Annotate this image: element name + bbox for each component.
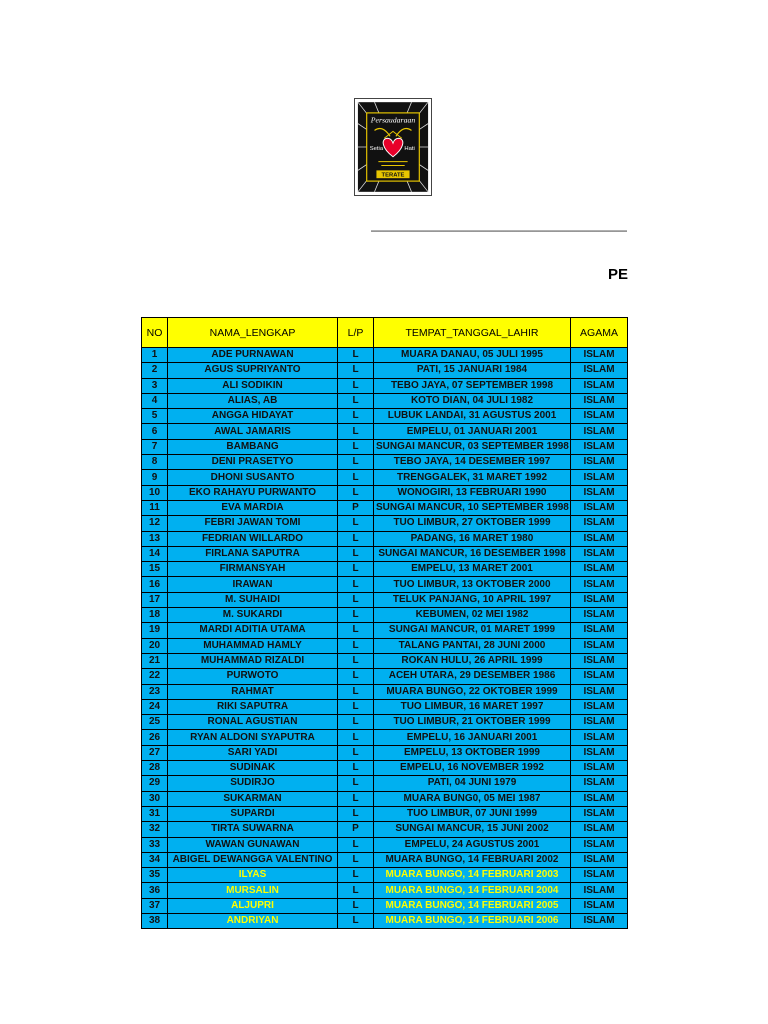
cell-tempat-tanggal-lahir: EMPELU, 16 JANUARI 2001 <box>374 730 571 745</box>
cell-nama-lengkap: RIKI SAPUTRA <box>168 699 338 714</box>
cell-nama-lengkap: MUHAMMAD HAMLY <box>168 638 338 653</box>
cell-lp: L <box>338 852 374 867</box>
cell-nama-lengkap: TIRTA SUWARNA <box>168 822 338 837</box>
cell-nama-lengkap: MURSALIN <box>168 883 338 898</box>
cell-lp: L <box>338 623 374 638</box>
cell-nama-lengkap: EKO RAHAYU PURWANTO <box>168 485 338 500</box>
cell-no: 20 <box>142 638 168 653</box>
cell-tempat-tanggal-lahir: EMPELU, 24 AGUSTUS 2001 <box>374 837 571 852</box>
cell-tempat-tanggal-lahir: MUARA BUNGO, 14 FEBRUARI 2002 <box>374 852 571 867</box>
cell-agama: ISLAM <box>571 348 628 363</box>
cell-tempat-tanggal-lahir: MUARA BUNG0, 05 MEI 1987 <box>374 791 571 806</box>
cell-nama-lengkap: FIRLANA SAPUTRA <box>168 546 338 561</box>
cell-lp: L <box>338 806 374 821</box>
cell-tempat-tanggal-lahir: TEBO JAYA, 07 SEPTEMBER 1998 <box>374 378 571 393</box>
setia-hati-emblem-icon <box>355 99 431 195</box>
column-header-no: NO <box>142 318 168 348</box>
cell-nama-lengkap: DHONI SUSANTO <box>168 470 338 485</box>
cell-tempat-tanggal-lahir: LUBUK LANDAI, 31 AGUSTUS 2001 <box>374 409 571 424</box>
cell-no: 25 <box>142 715 168 730</box>
cell-nama-lengkap: RONAL AGUSTIAN <box>168 715 338 730</box>
cell-agama: ISLAM <box>571 409 628 424</box>
cell-tempat-tanggal-lahir: TUO LIMBUR, 16 MARET 1997 <box>374 699 571 714</box>
cell-nama-lengkap: SARI YADI <box>168 745 338 760</box>
cell-lp: L <box>338 470 374 485</box>
cell-lp: L <box>338 363 374 378</box>
table-row <box>142 883 628 898</box>
cell-lp: L <box>338 653 374 668</box>
cell-nama-lengkap: FIRMANSYAH <box>168 562 338 577</box>
cell-nama-lengkap: M. SUHAIDI <box>168 592 338 607</box>
cell-lp: L <box>338 913 374 928</box>
cell-agama: ISLAM <box>571 776 628 791</box>
cell-nama-lengkap: ABIGEL DEWANGGA VALENTINO <box>168 852 338 867</box>
cell-tempat-tanggal-lahir: SUNGAI MANCUR, 15 JUNI 2002 <box>374 822 571 837</box>
cell-lp: L <box>338 393 374 408</box>
cell-nama-lengkap: FEBRI JAWAN TOMI <box>168 516 338 531</box>
cell-agama: ISLAM <box>571 424 628 439</box>
cell-agama: ISLAM <box>571 516 628 531</box>
table-row <box>142 699 628 714</box>
table-row <box>142 638 628 653</box>
cell-no: 9 <box>142 470 168 485</box>
cell-no: 36 <box>142 883 168 898</box>
cell-no: 3 <box>142 378 168 393</box>
logo-text-top: Persaudaraan <box>370 115 416 125</box>
cell-nama-lengkap: ANGGA HIDAYAT <box>168 409 338 424</box>
cell-agama: ISLAM <box>571 378 628 393</box>
cell-nama-lengkap: BAMBANG <box>168 439 338 454</box>
cell-tempat-tanggal-lahir: SUNGAI MANCUR, 10 SEPTEMBER 1998 <box>374 500 571 515</box>
table-row <box>142 393 628 408</box>
cell-nama-lengkap: ALIAS, AB <box>168 393 338 408</box>
cell-lp: L <box>338 791 374 806</box>
cell-tempat-tanggal-lahir: EMPELU, 13 MARET 2001 <box>374 562 571 577</box>
cell-lp: L <box>338 378 374 393</box>
cell-no: 17 <box>142 592 168 607</box>
column-header-nama-lengkap: NAMA_LENGKAP <box>168 318 338 348</box>
cell-no: 18 <box>142 608 168 623</box>
cell-nama-lengkap: SUDIRJO <box>168 776 338 791</box>
cell-tempat-tanggal-lahir: ACEH UTARA, 29 DESEMBER 1986 <box>374 669 571 684</box>
cell-tempat-tanggal-lahir: PATI, 04 JUNI 1979 <box>374 776 571 791</box>
cell-agama: ISLAM <box>571 546 628 561</box>
cell-nama-lengkap: FEDRIAN WILLARDO <box>168 531 338 546</box>
cell-no: 29 <box>142 776 168 791</box>
cell-lp: L <box>338 761 374 776</box>
table-row <box>142 623 628 638</box>
cell-no: 33 <box>142 837 168 852</box>
table-row <box>142 363 628 378</box>
cell-no: 16 <box>142 577 168 592</box>
logo-text-left: Setia <box>369 145 384 152</box>
cell-nama-lengkap: EVA MARDIA <box>168 500 338 515</box>
cell-tempat-tanggal-lahir: SUNGAI MANCUR, 01 MARET 1999 <box>374 623 571 638</box>
cell-nama-lengkap: ILYAS <box>168 868 338 883</box>
cell-nama-lengkap: WAWAN GUNAWAN <box>168 837 338 852</box>
table-row <box>142 791 628 806</box>
cell-agama: ISLAM <box>571 822 628 837</box>
cell-tempat-tanggal-lahir: PADANG, 16 MARET 1980 <box>374 531 571 546</box>
cell-lp: P <box>338 822 374 837</box>
cell-no: 5 <box>142 409 168 424</box>
cell-tempat-tanggal-lahir: TUO LIMBUR, 13 OKTOBER 2000 <box>374 577 571 592</box>
cell-tempat-tanggal-lahir: MUARA BUNGO, 14 FEBRUARI 2004 <box>374 883 571 898</box>
cell-nama-lengkap: MUHAMMAD RIZALDI <box>168 653 338 668</box>
cell-agama: ISLAM <box>571 898 628 913</box>
cell-tempat-tanggal-lahir: MUARA BUNGO, 14 FEBRUARI 2006 <box>374 913 571 928</box>
cell-no: 27 <box>142 745 168 760</box>
cell-agama: ISLAM <box>571 806 628 821</box>
cell-lp: L <box>338 592 374 607</box>
table-row <box>142 822 628 837</box>
column-header-lp: L/P <box>338 318 374 348</box>
cell-tempat-tanggal-lahir: MUARA BUNGO, 14 FEBRUARI 2003 <box>374 868 571 883</box>
cell-nama-lengkap: ALI SODIKIN <box>168 378 338 393</box>
cell-tempat-tanggal-lahir: MUARA BUNGO, 14 FEBRUARI 2005 <box>374 898 571 913</box>
cell-tempat-tanggal-lahir: TALANG PANTAI, 28 JUNI 2000 <box>374 638 571 653</box>
cell-no: 34 <box>142 852 168 867</box>
cell-lp: L <box>338 348 374 363</box>
cell-lp: L <box>338 409 374 424</box>
cell-agama: ISLAM <box>571 592 628 607</box>
cell-nama-lengkap: PURWOTO <box>168 669 338 684</box>
cell-no: 15 <box>142 562 168 577</box>
table-row <box>142 898 628 913</box>
table-row <box>142 485 628 500</box>
table-row <box>142 608 628 623</box>
table-row <box>142 761 628 776</box>
table-header-row <box>142 318 628 348</box>
cell-tempat-tanggal-lahir: TUO LIMBUR, 21 OKTOBER 1999 <box>374 715 571 730</box>
cell-agama: ISLAM <box>571 653 628 668</box>
cell-tempat-tanggal-lahir: TUO LIMBUR, 07 JUNI 1999 <box>374 806 571 821</box>
cell-agama: ISLAM <box>571 913 628 928</box>
cell-tempat-tanggal-lahir: SUNGAI MANCUR, 03 SEPTEMBER 1998 <box>374 439 571 454</box>
cell-lp: L <box>338 577 374 592</box>
cell-agama: ISLAM <box>571 363 628 378</box>
table-row <box>142 776 628 791</box>
table-row <box>142 531 628 546</box>
column-header-tempat-tanggal-lahir: TEMPAT_TANGGAL_LAHIR <box>374 318 571 348</box>
logo-text-right: Hati <box>404 145 415 152</box>
cell-tempat-tanggal-lahir: EMPELU, 16 NOVEMBER 1992 <box>374 761 571 776</box>
cell-no: 30 <box>142 791 168 806</box>
cell-nama-lengkap: AWAL JAMARIS <box>168 424 338 439</box>
table-row <box>142 409 628 424</box>
cell-agama: ISLAM <box>571 745 628 760</box>
cell-agama: ISLAM <box>571 455 628 470</box>
cell-agama: ISLAM <box>571 577 628 592</box>
cell-nama-lengkap: SUDINAK <box>168 761 338 776</box>
cell-lp: L <box>338 868 374 883</box>
cell-tempat-tanggal-lahir: KEBUMEN, 02 MEI 1982 <box>374 608 571 623</box>
cell-lp: L <box>338 837 374 852</box>
cell-agama: ISLAM <box>571 393 628 408</box>
table-row <box>142 470 628 485</box>
cell-tempat-tanggal-lahir: SUNGAI MANCUR, 16 DESEMBER 1998 <box>374 546 571 561</box>
cell-lp: P <box>338 500 374 515</box>
cell-no: 37 <box>142 898 168 913</box>
cell-tempat-tanggal-lahir: TRENGGALEK, 31 MARET 1992 <box>374 470 571 485</box>
cell-no: 13 <box>142 531 168 546</box>
cell-agama: ISLAM <box>571 699 628 714</box>
cell-lp: L <box>338 531 374 546</box>
table-row <box>142 653 628 668</box>
cell-tempat-tanggal-lahir: PATI, 15 JANUARI 1984 <box>374 363 571 378</box>
cell-agama: ISLAM <box>571 439 628 454</box>
cell-lp: L <box>338 699 374 714</box>
cell-nama-lengkap: IRAWAN <box>168 577 338 592</box>
cell-no: 12 <box>142 516 168 531</box>
header-divider <box>371 230 627 232</box>
cell-agama: ISLAM <box>571 562 628 577</box>
cell-agama: ISLAM <box>571 852 628 867</box>
cell-lp: L <box>338 562 374 577</box>
cell-lp: L <box>338 898 374 913</box>
cell-nama-lengkap: AGUS SUPRIYANTO <box>168 363 338 378</box>
page-title: PE <box>608 266 629 283</box>
cell-lp: L <box>338 455 374 470</box>
table-row <box>142 348 628 363</box>
cell-lp: L <box>338 608 374 623</box>
cell-tempat-tanggal-lahir: MUARA DANAU, 05 JULI 1995 <box>374 348 571 363</box>
cell-lp: L <box>338 424 374 439</box>
cell-no: 7 <box>142 439 168 454</box>
cell-agama: ISLAM <box>571 531 628 546</box>
cell-no: 4 <box>142 393 168 408</box>
cell-lp: L <box>338 684 374 699</box>
cell-no: 14 <box>142 546 168 561</box>
cell-nama-lengkap: ADE PURNAWAN <box>168 348 338 363</box>
cell-no: 11 <box>142 500 168 515</box>
cell-tempat-tanggal-lahir: EMPELU, 01 JANUARI 2001 <box>374 424 571 439</box>
cell-lp: L <box>338 638 374 653</box>
table-row <box>142 852 628 867</box>
cell-agama: ISLAM <box>571 791 628 806</box>
cell-nama-lengkap: DENI PRASETYO <box>168 455 338 470</box>
table-row <box>142 913 628 928</box>
table-row <box>142 577 628 592</box>
cell-no: 1 <box>142 348 168 363</box>
cell-nama-lengkap: RAHMAT <box>168 684 338 699</box>
cell-no: 24 <box>142 699 168 714</box>
cell-lp: L <box>338 776 374 791</box>
table-row <box>142 684 628 699</box>
cell-lp: L <box>338 669 374 684</box>
table-row <box>142 562 628 577</box>
table-row <box>142 592 628 607</box>
cell-agama: ISLAM <box>571 638 628 653</box>
cell-agama: ISLAM <box>571 868 628 883</box>
cell-nama-lengkap: ALJUPRI <box>168 898 338 913</box>
cell-tempat-tanggal-lahir: TEBO JAYA, 14 DESEMBER 1997 <box>374 455 571 470</box>
table-row <box>142 669 628 684</box>
cell-tempat-tanggal-lahir: MUARA BUNGO, 22 OKTOBER 1999 <box>374 684 571 699</box>
cell-tempat-tanggal-lahir: EMPELU, 13 OKTOBER 1999 <box>374 745 571 760</box>
cell-nama-lengkap: SUKARMAN <box>168 791 338 806</box>
cell-no: 19 <box>142 623 168 638</box>
cell-no: 23 <box>142 684 168 699</box>
table-row <box>142 516 628 531</box>
cell-agama: ISLAM <box>571 485 628 500</box>
table-row <box>142 837 628 852</box>
cell-lp: L <box>338 485 374 500</box>
cell-no: 21 <box>142 653 168 668</box>
cell-no: 22 <box>142 669 168 684</box>
cell-agama: ISLAM <box>571 470 628 485</box>
cell-lp: L <box>338 715 374 730</box>
cell-no: 10 <box>142 485 168 500</box>
table-row <box>142 715 628 730</box>
cell-tempat-tanggal-lahir: KOTO DIAN, 04 JULI 1982 <box>374 393 571 408</box>
table-row <box>142 806 628 821</box>
cell-lp: L <box>338 546 374 561</box>
cell-no: 32 <box>142 822 168 837</box>
cell-tempat-tanggal-lahir: WONOGIRI, 13 FEBRUARI 1990 <box>374 485 571 500</box>
cell-agama: ISLAM <box>571 623 628 638</box>
cell-no: 38 <box>142 913 168 928</box>
table-row <box>142 424 628 439</box>
cell-nama-lengkap: SUPARDI <box>168 806 338 821</box>
cell-no: 35 <box>142 868 168 883</box>
table-row <box>142 439 628 454</box>
member-table <box>141 317 628 929</box>
cell-nama-lengkap: M. SUKARDI <box>168 608 338 623</box>
cell-no: 28 <box>142 761 168 776</box>
cell-agama: ISLAM <box>571 883 628 898</box>
table-row <box>142 730 628 745</box>
cell-agama: ISLAM <box>571 669 628 684</box>
cell-agama: ISLAM <box>571 684 628 699</box>
cell-lp: L <box>338 516 374 531</box>
cell-agama: ISLAM <box>571 715 628 730</box>
cell-no: 26 <box>142 730 168 745</box>
cell-lp: L <box>338 439 374 454</box>
cell-lp: L <box>338 730 374 745</box>
table-row <box>142 500 628 515</box>
cell-agama: ISLAM <box>571 608 628 623</box>
cell-tempat-tanggal-lahir: TELUK PANJANG, 10 APRIL 1997 <box>374 592 571 607</box>
table-row <box>142 745 628 760</box>
organization-logo <box>354 98 432 196</box>
table-row <box>142 455 628 470</box>
cell-nama-lengkap: MARDI ADITIA UTAMA <box>168 623 338 638</box>
logo-text-bottom: TERATE <box>381 172 405 179</box>
table-row <box>142 378 628 393</box>
cell-no: 8 <box>142 455 168 470</box>
cell-agama: ISLAM <box>571 730 628 745</box>
cell-nama-lengkap: RYAN ALDONI SYAPUTRA <box>168 730 338 745</box>
cell-agama: ISLAM <box>571 761 628 776</box>
cell-lp: L <box>338 745 374 760</box>
table-row <box>142 546 628 561</box>
cell-tempat-tanggal-lahir: ROKAN HULU, 26 APRIL 1999 <box>374 653 571 668</box>
table-row <box>142 868 628 883</box>
cell-agama: ISLAM <box>571 837 628 852</box>
cell-no: 31 <box>142 806 168 821</box>
cell-no: 2 <box>142 363 168 378</box>
cell-no: 6 <box>142 424 168 439</box>
column-header-agama: AGAMA <box>571 318 628 348</box>
cell-nama-lengkap: ANDRIYAN <box>168 913 338 928</box>
cell-tempat-tanggal-lahir: TUO LIMBUR, 27 OKTOBER 1999 <box>374 516 571 531</box>
cell-agama: ISLAM <box>571 500 628 515</box>
cell-lp: L <box>338 883 374 898</box>
table-body <box>142 348 628 929</box>
